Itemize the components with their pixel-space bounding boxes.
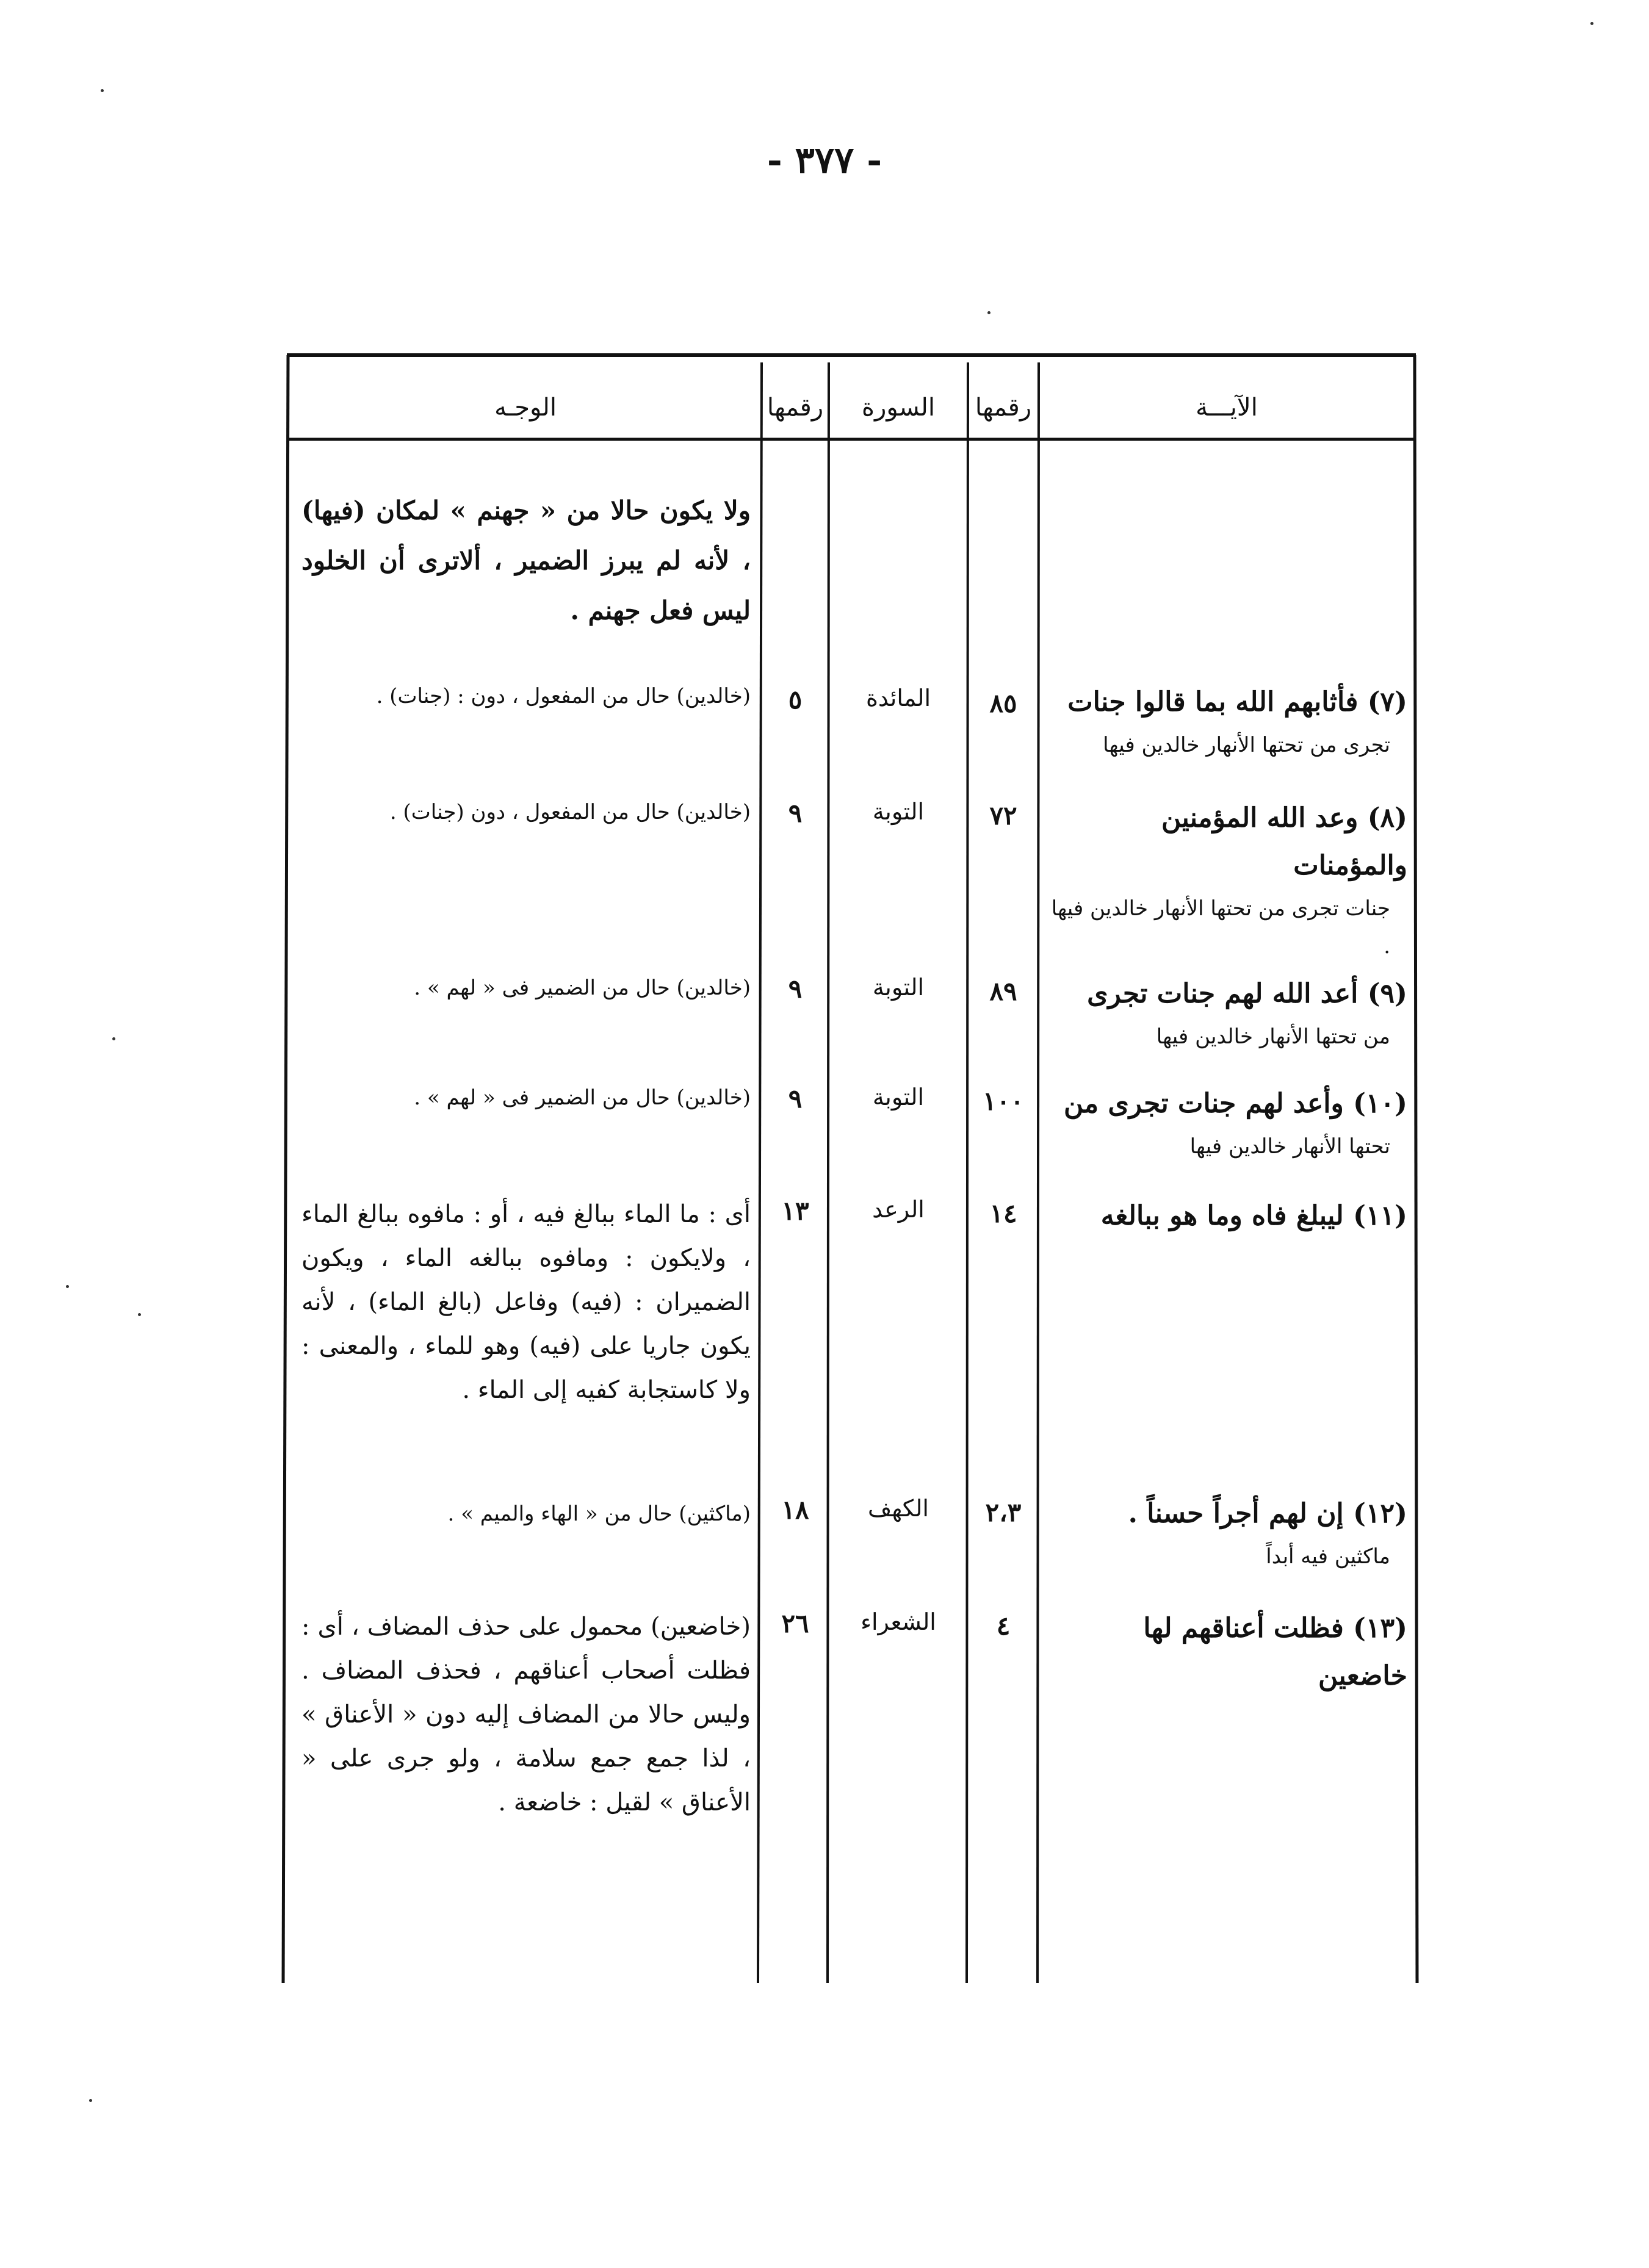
explanation-text: (خاضعين) محمول على حذف المضاف ، أى : فظلت أصحاب أعناقهم ، فحذف المضاف . وليس حالا من المضاف إليه دون « الأعناق » ، لذا جمع جمع سلامة ، ولو جرى على « الأعناق » لقيل : خاضعة .: [301, 1613, 751, 1816]
sura-number: ٩: [788, 974, 803, 1004]
verse-text: (١٢) إن لهم أجراً حسناً .: [1128, 1498, 1407, 1529]
table-row: [1050, 794, 1407, 965]
verse-text: (٨) وعد الله المؤمنين والمؤمنات: [1161, 802, 1407, 881]
sura-number: ٩: [788, 798, 803, 828]
explanation-text: (خالدين) حال من المفعول ، دون : (جنات) .: [376, 684, 751, 708]
verse-number: ٢،٣: [985, 1497, 1022, 1527]
header-sura: السورة: [862, 394, 935, 422]
explanation-text: (خالدين) حال من الضمير فى « لهم » .: [414, 1085, 751, 1110]
verse-number: ٨٥: [989, 688, 1017, 718]
verse-number: ١٠٠: [983, 1086, 1024, 1116]
sura-number: ٢٦: [781, 1608, 809, 1638]
verse-subtext: تجرى من تحتها الأنهار خالدين فيها: [1103, 733, 1390, 757]
scan-speck: [112, 1037, 115, 1040]
verse-subtext: ماكثين فيه أبداً: [1266, 1544, 1390, 1569]
scan-speck: [138, 1313, 141, 1316]
verse-text: (١٠) وأعد لهم جنات تجرى من: [1063, 1088, 1407, 1119]
sura-name: التوبة: [872, 798, 925, 825]
verse-text: (٧) فأثابهم الله بما قالوا جنات: [1067, 686, 1407, 718]
header-verse-number: رقمها: [975, 394, 1032, 422]
page-number: - ٣٧٧ -: [767, 139, 882, 182]
verse-subtext: جنات تجرى من تحتها الأنهار خالدين فيها .: [1051, 896, 1390, 959]
verse-number: ٨٩: [989, 976, 1017, 1006]
sura-number: ١٨: [781, 1495, 809, 1525]
table-row: [1050, 679, 1407, 764]
table-row: [1050, 970, 1407, 1056]
scan-speck: [101, 89, 104, 92]
sura-name: الشعراء: [861, 1608, 936, 1635]
sura-name: التوبة: [872, 974, 925, 1001]
verse-subtext: من تحتها الأنهار خالدين فيها: [1156, 1024, 1390, 1049]
verse-text: (١٣) فظلت أعناقهم لها خاضعين: [1143, 1613, 1407, 1691]
explanation-text: (خالدين) حال من المفعول ، دون (جنات) .: [389, 800, 751, 824]
scan-speck: [1590, 22, 1593, 25]
sura-name: الرعد: [872, 1196, 925, 1223]
header-verse: الآيـــة: [1196, 394, 1258, 422]
verse-text: (١١) ليبلغ فاه وما هو ببالغه: [1100, 1200, 1407, 1231]
explanation-text: (خالدين) حال من الضمير فى « لهم » .: [414, 976, 751, 1000]
sura-name: المائدة: [865, 685, 931, 711]
sura-number: ٥: [788, 685, 803, 715]
table-row: [1050, 1490, 1407, 1575]
header-explanation: الوجـه: [494, 394, 557, 422]
sura-name: التوبة: [872, 1084, 925, 1111]
table-row: [1050, 1080, 1407, 1165]
explanation-text: أى : ما الماء ببالغ فيه ، أو : مافوه ببالغ الماء ، ولايكون : ومافوه ببالغه الماء ، ويكون الضميران : (فيه) وفاعل (بالغ الماء) ، لأنه يكون جاريا على (فيه) وهو للماء ، والمعنى : ولا كاستجابة كفيه إلى الماء .: [301, 1200, 751, 1404]
table-row: [1050, 1605, 1407, 1700]
scan-speck: [89, 2099, 92, 2102]
sura-number: ١٣: [781, 1196, 809, 1226]
parsing-table: [280, 353, 1420, 1983]
scan-speck: [987, 311, 990, 314]
verse-text: (٩) أعد الله لهم جنات تجرى: [1087, 978, 1407, 1009]
header-sura-number: رقمها: [767, 394, 824, 422]
verse-number: ٧٢: [989, 801, 1017, 830]
table-row: [1050, 1192, 1407, 1240]
verse-number: ١٤: [989, 1198, 1017, 1228]
intro-explanation: ولا يكون حالا من « جهنم » لمكان (فيها) ، لأنه لم يبرز الضمير ، ألاترى أن الخلود ليس فعل جهنم .: [301, 495, 751, 625]
verse-number: ٤: [996, 1611, 1011, 1641]
scan-speck: [66, 1285, 69, 1288]
explanation-text: (ماكثين) حال من « الهاء والميم » .: [447, 1502, 751, 1526]
verse-subtext: تحتها الأنهار خالدين فيها: [1189, 1134, 1390, 1159]
sura-name: الكهف: [868, 1495, 929, 1522]
sura-number: ٩: [788, 1084, 803, 1114]
